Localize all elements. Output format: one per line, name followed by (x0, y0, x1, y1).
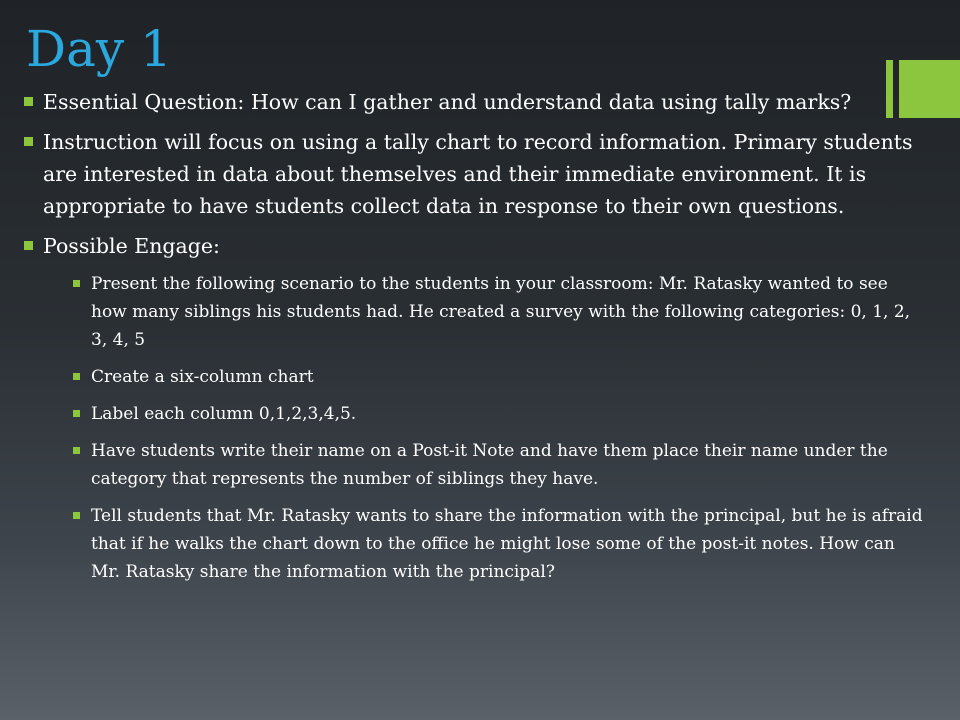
sub-bullet-share-principal (43, 502, 924, 586)
sub-bullet-text: Have students write their name on a Post-it Note and have them place their name under the category that represents the number of siblings they have. (91, 441, 888, 489)
square-bullet-icon (73, 447, 80, 454)
sub-bullet-list (24, 270, 924, 586)
slide-title: Day 1 (26, 20, 172, 78)
bullet-list (24, 86, 924, 262)
square-bullet-icon (73, 512, 80, 519)
sub-bullet-post-it (43, 437, 924, 493)
square-bullet-icon (73, 373, 80, 380)
square-bullet-icon (24, 241, 33, 250)
square-bullet-icon (24, 137, 33, 146)
sub-bullet-text: Tell students that Mr. Ratasky wants to share the information with the principal, but he is afraid that if he walks the chart down to the office he might lose some of the post-it notes. How can Mr. Ratasky share the information with the principal? (91, 506, 923, 582)
sub-bullet-scenario (43, 270, 924, 354)
slide-body (24, 86, 924, 595)
square-bullet-icon (24, 97, 33, 106)
sub-bullet-text: Create a six-column chart (91, 367, 314, 387)
square-bullet-icon (73, 280, 80, 287)
sub-bullet-label-columns (43, 400, 924, 428)
sub-bullet-text: Present the following scenario to the students in your classroom: Mr. Ratasky wanted to see how many siblings his students had. He created a survey with the following categories: 0, 1, 2, 3, 4, 5 (91, 274, 911, 350)
bullet-text: Instruction will focus on using a tally chart to record information. Primary students are interested in data about themselves and their immediate environment. It is appropriate to have students collect data in response to their own questions. (43, 130, 913, 218)
bullet-instruction (24, 126, 924, 222)
bullet-essential-question (24, 86, 924, 118)
bullet-text: Essential Question: How can I gather and understand data using tally marks? (43, 90, 852, 114)
sub-bullet-text: Label each column 0,1,2,3,4,5. (91, 404, 357, 424)
bullet-text: Possible Engage: (43, 234, 220, 258)
square-bullet-icon (73, 410, 80, 417)
bullet-possible-engage (24, 230, 924, 262)
sub-bullet-create-chart (43, 363, 924, 391)
